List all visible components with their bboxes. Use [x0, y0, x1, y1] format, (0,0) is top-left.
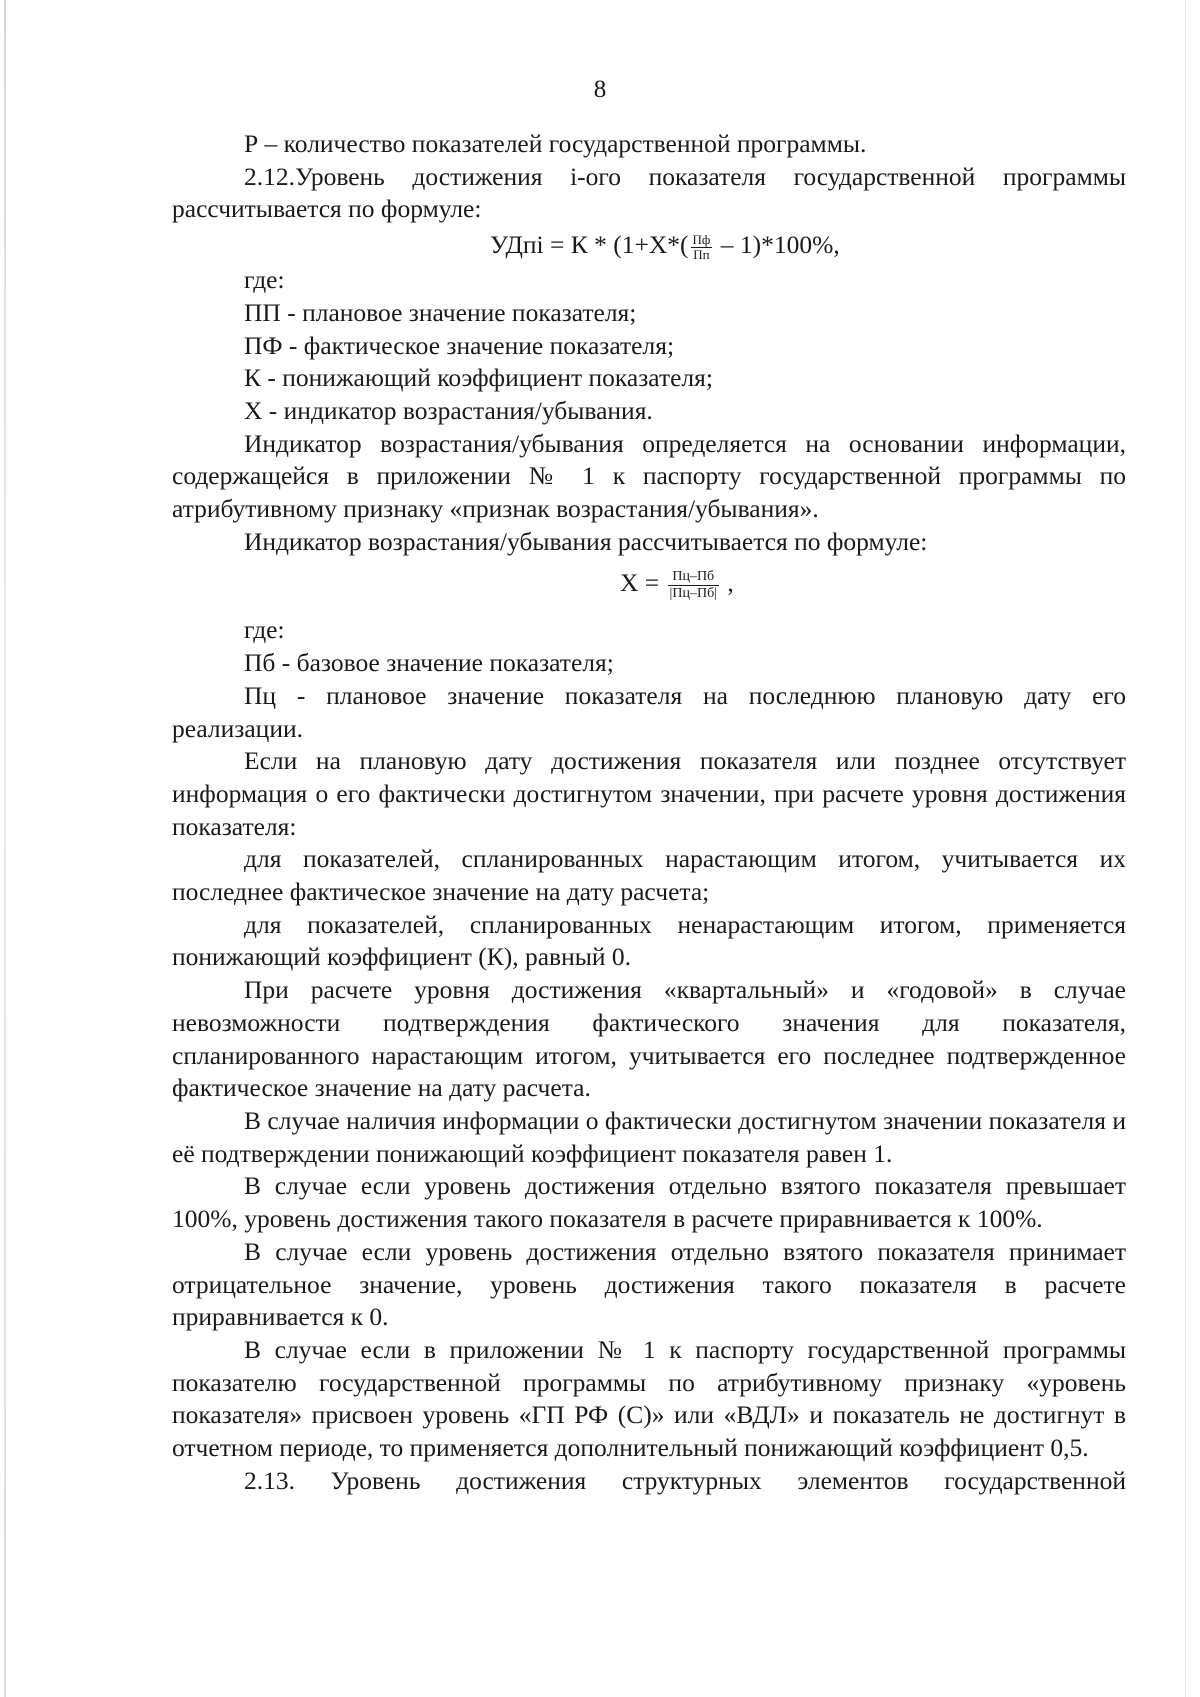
definition-pc: Пц - плановое значение показателя на последнюю плановую дату его реализации. — [172, 680, 1126, 743]
paragraph: где: — [244, 265, 285, 295]
paragraph: Индикатор возрастания/убывания рассчитывается по формуле: — [244, 526, 928, 556]
paragraph: для показателей, спланированных ненарастающим итогом, применяется понижающий коэффициент (К), равный 0. — [172, 909, 1126, 972]
formula-achievement-level — [172, 226, 1126, 264]
formula-right: – 1)*100%, — [714, 230, 840, 260]
fraction-denominator: Пп — [693, 246, 710, 262]
formula-indicator — [172, 558, 1126, 614]
page-number: 8 — [593, 76, 607, 103]
definition-x: Х - индикатор возрастания/убывания. — [244, 395, 653, 425]
paragraph: Индикатор возрастания/убывания определяется на основании информации, содержащейся в приложении № 1 к паспорту государственной программы по атрибутивному признаку «признак возрастания/убывания». — [172, 428, 1126, 524]
definition-k: К - понижающий коэффициент показателя; — [244, 363, 713, 393]
paragraph: Р – количество показателей государственной программы. — [244, 129, 867, 158]
formula-fraction — [668, 569, 719, 602]
document-body — [172, 128, 1126, 1497]
paragraph: В случае если уровень достижения отдельно взятого показателя принимает отрицательное значение, уровень достижения такого показателя в расчете приравнивается к 0. — [172, 1236, 1126, 1332]
definition-pb: Пб - базовое значение показателя; — [244, 648, 614, 678]
paragraph: где: — [244, 615, 285, 645]
fraction-denominator: |Пц–Пб| — [669, 586, 717, 602]
paragraph: для показателей, спланированных нарастающим итогом, учитывается их последнее фактическое значение на дату расчета; — [172, 844, 1126, 907]
fraction-numerator: Пц–Пб — [668, 569, 719, 586]
paragraph: Если на плановую дату достижения показателя или позднее отсутствует информация о его фактически достигнутом значении, при расчете уровня достижения показателя: — [172, 746, 1126, 841]
paragraph: В случае наличия информации о фактически достигнутом значении показателя и её подтверждении понижающий коэффициент показателя равен 1. — [172, 1105, 1126, 1168]
formula-left: Х = — [620, 568, 666, 598]
formula-fraction — [691, 233, 713, 262]
scan-left-edge — [4, 0, 6, 1697]
formula-right: , — [721, 568, 734, 598]
definition-pf: ПФ - фактическое значение показателя; — [244, 330, 675, 360]
paragraph: В случае если уровень достижения отдельно взятого показателя превышает 100%, уровень достижения такого показателя в расчете приравнивается к 100%. — [172, 1171, 1126, 1234]
paragraph-2-12: 2.12.Уровень достижения i-ого показателя государственной программы рассчитывается по формуле: — [172, 161, 1126, 224]
formula-left: УДпi = К * (1+Х*( — [490, 230, 689, 260]
paragraph-2-13: 2.13. Уровень достижения структурных элементов государственной — [244, 1465, 1126, 1495]
fraction-numerator: Пф — [692, 231, 711, 247]
scan-right-edge — [1185, 0, 1186, 1697]
definition-pp: ПП - плановое значение показателя; — [244, 297, 637, 327]
paragraph: В случае если в приложении № 1 к паспорту государственной программы показателю государственной программы по атрибутивному признаку «уровень показателя» присвоен уровень «ГП РФ (С)» или «ВДЛ» и показатель не достигнут в отчетном периоде, то применяется дополнительный понижающий коэффициент 0,5. — [172, 1334, 1126, 1463]
paragraph: При расчете уровня достижения «квартальный» и «годовой» в случае невозможности подтверждения фактического значения для показателя, спланированного нарастающим итогом, учитывается его последнее подтвержденное фактическое значение на дату расчета. — [172, 975, 1126, 1103]
